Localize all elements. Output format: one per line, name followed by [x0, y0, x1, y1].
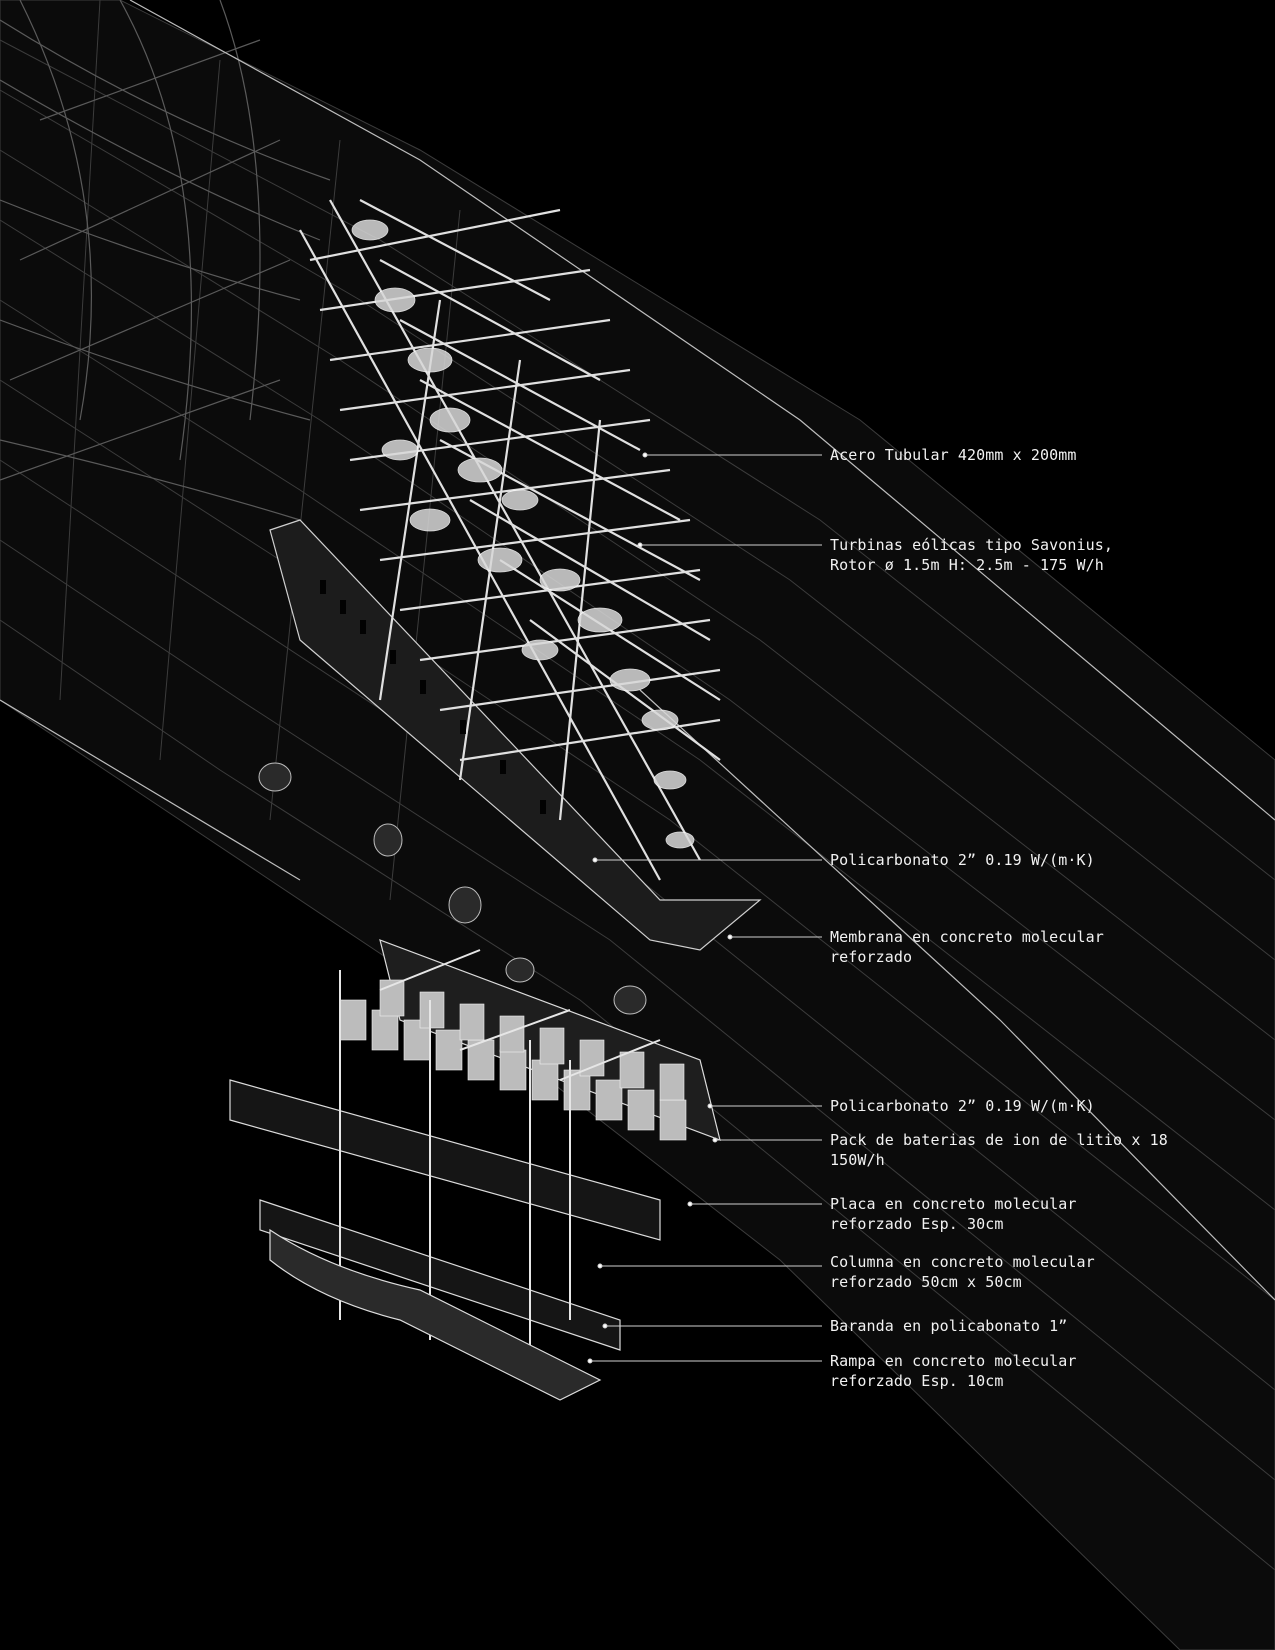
- annotation-acero-tubular: Acero Tubular 420mm x 200mm: [830, 446, 1077, 464]
- annotation-rampa: Rampa en concreto molecular reforzado Esp. 10cm: [830, 1352, 1077, 1390]
- annotation-policarbonato-pavilion: Policarbonato 2” 0.19 W/(m·K): [830, 1097, 1095, 1115]
- annotation-turbinas: Turbinas eólicas tipo Savonius, Rotor ø 1.5m H: 2.5m - 175 W/h: [830, 536, 1114, 574]
- annotation-placa: Placa en concreto molecular reforzado Esp. 30cm: [830, 1195, 1077, 1233]
- annotation-baranda: Baranda en policabonato 1”: [830, 1317, 1068, 1335]
- annotation-policarbonato-top: Policarbonato 2” 0.19 W/(m·K): [830, 851, 1095, 869]
- annotation-baterias: Pack de baterias de ion de litio x 18 150W/h: [830, 1131, 1168, 1169]
- annotation-membrana: Membrana en concreto molecular reforzado: [830, 928, 1104, 966]
- annotation-columna: Columna en concreto molecular reforzado 50cm x 50cm: [830, 1253, 1095, 1291]
